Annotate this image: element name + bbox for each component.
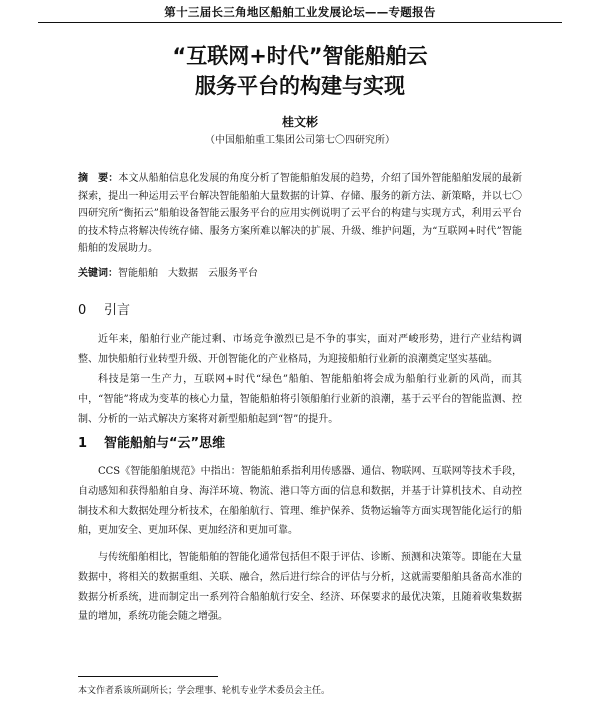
running-header: 第十三届长三角地区船舶工业发展论坛——专题报告 xyxy=(164,5,436,19)
paragraph: CCS《智能船舶规范》中指出：智能船舶系指利用传感器、通信、物联网、互联网等技术手段，自动感知和获得船舶自身、海洋环境、物流、港口等方面的信息和数据，并基于计算机技术、自动控制技术和大数据处理分析技术，在船舶航行、管理、维护保养、货物运输等方面实现智能化运行的船舶，更加安全、更加环保、更加经济和更加可靠。 xyxy=(78,466,522,537)
paragraph: 与传统船舶相比，智能船舶的智能化通常包括但不限于评估、诊断、预测和决策等。即能在大量数据中，将相关的数据重组、关联、融合，然后进行综合的评估与分析，这就需要船舶具备高水准的数据分析系统，进而制定出一系列符合船舶航行安全、经济、环保要求的最优决策，且随着收集数据量的增加，系统功能会随之增强。 xyxy=(78,552,522,623)
footnote-rule xyxy=(78,676,218,677)
keyword-item: 智能船舶 xyxy=(118,268,158,279)
section-heading-intro xyxy=(78,299,130,318)
footnote: 本文作者系该所副所长；学会理事、轮机专业学术委员会主任。 xyxy=(78,686,331,696)
author-affiliation: （中国船舶重工集团公司第七〇四研究所） xyxy=(205,135,395,146)
paper-title-line1: “互联网+时代”智能船舶云 xyxy=(172,44,428,68)
section-number: 1 xyxy=(78,436,88,451)
keywords-label: 关键词： xyxy=(78,268,118,279)
paragraph: 科技是第一生产力，互联网+时代“绿色”船舶、智能船舶将会成为船舶行业新的风尚，而其中，“智能”将成为变革的核心力量，智能船舶将引领船舶行业新的浪潮，基于云平台的智能监测、控制、分析的一站式解决方案将对新型船舶起到“智”的提升。 xyxy=(78,374,522,425)
abstract-text: 本文从船舶信息化发展的角度分析了智能船舶发展的趋势，介绍了国外智能船舶发展的最新探索，提出一种运用云平台解决智能船舶大量数据的计算、存储、服务的新方法、新策略，并以七〇四研究所“衡拓云”船舶设备智能云服务平台的应用实例说明了云平台的构建与实现方式，利用云平台的技术特点将解决传统存储、服务方案所难以解决的扩展、升级、维护问题，为“互联网+时代”智能船舶的发展助力。 xyxy=(78,173,523,254)
keywords xyxy=(78,264,522,279)
section-title: 智能船舶与“云”思维 xyxy=(104,436,226,451)
section-number: 0 xyxy=(78,303,87,318)
abstract-label: 摘 要： xyxy=(78,173,119,184)
paragraph: 近年来，船舶行业产能过剩、市场竞争激烈已是不争的事实，面对严峻形势，进行产业结构调整、加快船舶行业转型升级、开创智能化的产业格局，为迎接船舶行业新的浪潮奠定坚实基础。 xyxy=(78,334,522,365)
author-name: 桂文彬 xyxy=(281,115,318,129)
keyword-item: 大数据 xyxy=(168,268,198,279)
section-heading-smart-ship xyxy=(78,432,225,451)
abstract xyxy=(78,170,522,258)
paper-title-line2: 服务平台的构建与实现 xyxy=(195,74,405,98)
header-rule xyxy=(38,22,562,23)
keyword-item: 云服务平台 xyxy=(208,268,258,279)
section-title: 引言 xyxy=(104,303,131,318)
